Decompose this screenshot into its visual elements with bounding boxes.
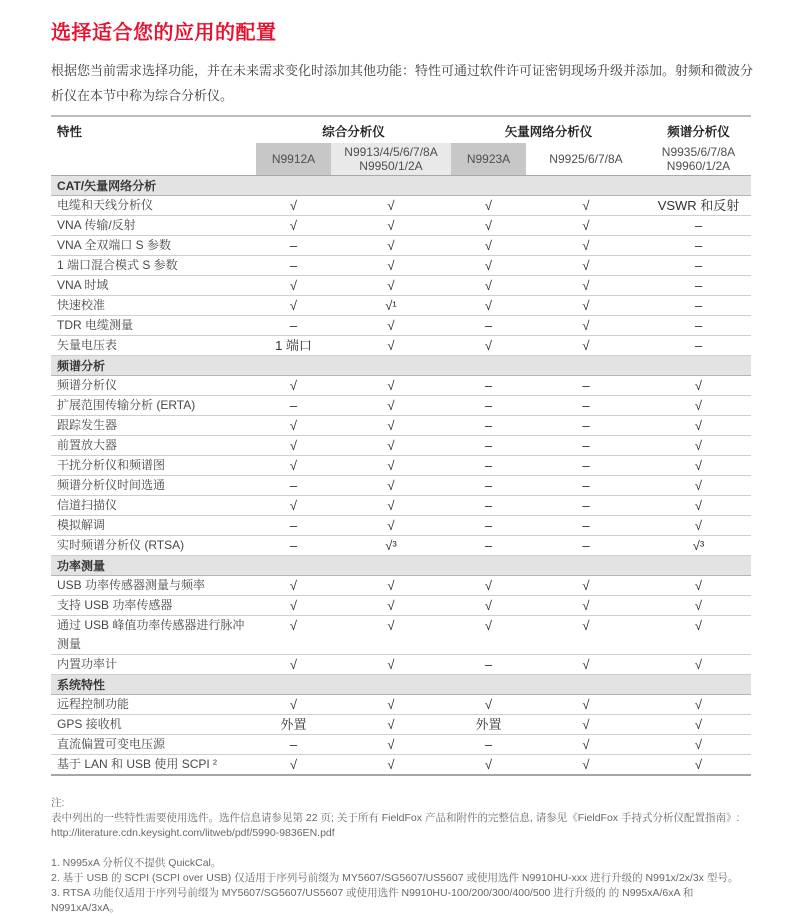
value-cell: √: [289, 618, 298, 633]
model-header-n9935-n9960: [646, 143, 751, 175]
model-header-n9913-n9950: [331, 143, 451, 175]
value-cell: √: [694, 398, 703, 413]
value-cell: √: [582, 598, 590, 613]
feature-label: VNA 全双端口 S 参数: [57, 238, 172, 252]
table-header: [51, 117, 751, 176]
feature-label: USB 功率传感器测量与频率: [57, 578, 206, 592]
value-cell: √: [484, 697, 493, 712]
value-cell: √: [694, 717, 703, 732]
value-cell: √: [387, 717, 395, 732]
value-cell: √: [582, 318, 590, 333]
value-cell: –: [484, 418, 493, 433]
value-cell: √: [582, 238, 590, 253]
value-cell: √: [387, 618, 395, 633]
feature-label: 电缆和天线分析仪: [57, 198, 154, 212]
value-cell: VSWR 和反射: [657, 198, 740, 213]
notes-block: [51, 796, 751, 841]
value-cell: –: [694, 298, 703, 313]
column-group-spectrum-analyzer: 频谱分析仪: [667, 125, 730, 139]
table-row: [51, 336, 751, 356]
value-cell: √¹: [385, 298, 397, 313]
feature-label: 频谱分析仪时间选通: [57, 478, 166, 492]
value-cell: √: [582, 298, 590, 313]
value-cell: –: [582, 438, 590, 453]
table-row: [51, 735, 751, 755]
column-header-feature: 特性: [57, 125, 83, 139]
footnote-1: 1. N995xA 分析仪不提供 QuickCal。: [51, 857, 222, 869]
feature-label: 远程控制功能: [57, 697, 130, 711]
value-cell: –: [582, 458, 590, 473]
value-cell: √: [289, 278, 298, 293]
model-header-n9925: [526, 143, 646, 175]
value-cell: √: [387, 478, 395, 493]
value-cell: √: [694, 498, 703, 513]
value-cell: √: [484, 238, 493, 253]
column-group-vector-network-analyzer: 矢量网络分析仪: [504, 125, 593, 139]
value-cell: –: [694, 258, 703, 273]
value-cell: √: [289, 218, 298, 233]
value-cell: √: [582, 657, 590, 672]
value-cell: √: [694, 458, 703, 473]
notes-line: 表中列出的一些特性需要使用选件。选件信息请参见第 22 页; 关于所有 FieldFox 产品和附件的完整信息, 请参见《FieldFox 手持式分析仪配置指南》:: [51, 812, 740, 824]
section-header: 频谱分析: [51, 356, 751, 376]
feature-label: 频谱分析仪: [57, 378, 118, 392]
value-cell: √: [289, 578, 298, 593]
feature-label: 基于 LAN 和 USB 使用 SCPI ²: [57, 757, 218, 771]
table-row: [51, 456, 751, 476]
feature-label: 快速校准: [57, 298, 106, 312]
feature-label: GPS 接收机: [57, 717, 122, 731]
value-cell: –: [484, 438, 493, 453]
model-label: N9960/1/2A: [666, 159, 731, 173]
model-header-n9923a: [451, 143, 526, 175]
value-cell: –: [582, 418, 590, 433]
value-cell: √: [387, 278, 395, 293]
value-cell: √: [387, 218, 395, 233]
value-cell: –: [484, 657, 493, 672]
feature-label: 跟踪发生器: [57, 418, 118, 432]
value-cell: –: [694, 318, 703, 333]
value-cell: √: [387, 398, 395, 413]
feature-label: 扩展范围传输分析 (ERTA): [57, 398, 196, 412]
page-title: 选择适合您的应用的配置: [51, 22, 277, 44]
feature-label: 矢量电压表: [57, 338, 118, 352]
value-cell: √: [694, 378, 703, 393]
value-cell: √: [484, 578, 493, 593]
value-cell: –: [582, 378, 590, 393]
value-cell: √: [387, 378, 395, 393]
group-header-row: [51, 117, 751, 140]
value-cell: √³: [385, 538, 397, 553]
value-cell: –: [582, 538, 590, 553]
value-cell: √: [387, 757, 395, 772]
feature-label: VNA 传输/反射: [57, 218, 136, 232]
value-cell: √: [289, 418, 298, 433]
value-cell: √: [582, 198, 590, 213]
value-cell: √: [694, 478, 703, 493]
value-cell: √: [582, 757, 590, 772]
value-cell: √: [582, 578, 590, 593]
table-row: [51, 695, 751, 715]
section-header: 功率测量: [51, 556, 751, 576]
value-cell: √: [387, 657, 395, 672]
model-header-n9912a: [256, 143, 331, 175]
value-cell: –: [289, 737, 298, 752]
feature-label: 通过 USB 峰值功率传感器进行脉冲测量: [57, 618, 245, 651]
value-cell: √: [289, 198, 298, 213]
value-cell: √: [582, 697, 590, 712]
value-cell: √: [387, 318, 395, 333]
value-cell: √: [289, 298, 298, 313]
feature-label: VNA 时域: [57, 278, 109, 292]
value-cell: √: [387, 737, 395, 752]
value-cell: √: [387, 518, 395, 533]
model-label: N9912A: [271, 152, 316, 166]
table-row: [51, 715, 751, 735]
table-row: [51, 316, 751, 336]
table-row: [51, 655, 751, 675]
value-cell: √: [289, 458, 298, 473]
value-cell: √: [694, 657, 703, 672]
model-label: N9950/1/2A: [359, 159, 423, 173]
feature-label: 1 端口混合模式 S 参数: [57, 258, 178, 272]
value-cell: √: [289, 697, 298, 712]
value-cell: √: [582, 218, 590, 233]
value-cell: √: [694, 598, 703, 613]
table-row: [51, 416, 751, 436]
value-cell: √: [387, 438, 395, 453]
value-cell: √: [694, 757, 703, 772]
feature-label: 实时频谱分析仪 (RTSA): [57, 538, 185, 552]
footnotes-block: [51, 856, 751, 916]
table-row: [51, 276, 751, 296]
value-cell: √: [387, 418, 395, 433]
value-cell: 1 端口: [275, 338, 312, 353]
value-cell: √: [289, 498, 298, 513]
value-cell: √: [484, 278, 493, 293]
value-cell: √: [387, 458, 395, 473]
notes-url-link[interactable]: http://literature.cdn.keysight.com/litweb/pdf/5990-9836EN.pdf: [51, 827, 335, 839]
value-cell: √: [387, 697, 395, 712]
value-cell: √: [694, 578, 703, 593]
table-row: [51, 296, 751, 316]
value-cell: 外置: [280, 717, 307, 732]
feature-label: 干扰分析仪和频谱图: [57, 458, 166, 472]
value-cell: –: [289, 238, 298, 253]
value-cell: –: [289, 478, 298, 493]
value-cell: √: [484, 618, 493, 633]
table-row: [51, 256, 751, 276]
table-row: [51, 616, 751, 655]
table-row: [51, 476, 751, 496]
section-header: 系统特性: [51, 675, 751, 695]
value-cell: √: [387, 238, 395, 253]
value-cell: √: [289, 598, 298, 613]
value-cell: √: [387, 198, 395, 213]
value-cell: –: [484, 378, 493, 393]
value-cell: –: [582, 498, 590, 513]
value-cell: –: [694, 218, 703, 233]
value-cell: √: [582, 338, 590, 353]
model-label: N9935/6/7/8A: [661, 145, 736, 159]
table-row: [51, 436, 751, 456]
value-cell: √: [387, 578, 395, 593]
value-cell: 外置: [475, 717, 502, 732]
table-row: [51, 516, 751, 536]
table-row: [51, 536, 751, 556]
value-cell: √: [694, 438, 703, 453]
value-cell: √³: [692, 538, 705, 553]
value-cell: –: [484, 478, 493, 493]
value-cell: √: [289, 438, 298, 453]
value-cell: –: [484, 458, 493, 473]
notes-label: 注:: [51, 797, 65, 809]
value-cell: √: [694, 697, 703, 712]
value-cell: √: [484, 298, 493, 313]
value-cell: √: [387, 258, 395, 273]
model-label: N9913/4/5/6/7/8A: [344, 145, 438, 159]
value-cell: –: [582, 398, 590, 413]
value-cell: –: [289, 258, 298, 273]
model-header-spacer: [51, 143, 256, 175]
value-cell: –: [582, 518, 590, 533]
value-cell: √: [582, 278, 590, 293]
value-cell: –: [289, 318, 298, 333]
value-cell: –: [694, 238, 703, 253]
value-cell: –: [694, 278, 703, 293]
value-cell: √: [582, 258, 590, 273]
value-cell: √: [484, 338, 493, 353]
value-cell: √: [484, 598, 493, 613]
value-cell: √: [484, 258, 493, 273]
table-row: [51, 496, 751, 516]
value-cell: –: [484, 538, 493, 553]
table-row: [51, 236, 751, 256]
value-cell: –: [484, 518, 493, 533]
model-header-row: [51, 143, 751, 176]
value-cell: √: [694, 737, 703, 752]
value-cell: –: [582, 478, 590, 493]
value-cell: √: [387, 338, 395, 353]
table-row: [51, 576, 751, 596]
value-cell: √: [289, 378, 298, 393]
value-cell: √: [582, 737, 590, 752]
value-cell: √: [694, 618, 703, 633]
value-cell: –: [484, 398, 493, 413]
feature-label: 直流偏置可变电压源: [57, 737, 166, 751]
value-cell: √: [484, 218, 493, 233]
feature-label: 内置功率计: [57, 657, 118, 671]
value-cell: √: [387, 498, 395, 513]
value-cell: –: [484, 318, 493, 333]
feature-label: 支持 USB 功率传感器: [57, 598, 173, 612]
section-header: CAT/矢量网络分析: [51, 176, 751, 196]
value-cell: √: [582, 717, 590, 732]
table-body: [51, 176, 751, 776]
value-cell: –: [289, 518, 298, 533]
value-cell: –: [694, 338, 703, 353]
table-row: [51, 755, 751, 776]
table-row: [51, 216, 751, 236]
table-row: [51, 396, 751, 416]
table-row: [51, 376, 751, 396]
value-cell: –: [484, 498, 493, 513]
table-row: [51, 196, 751, 216]
footnote-2: 2. 基于 USB 的 SCPI (SCPI over USB) 仅适用于序列号前缀为 MY5607/SG5607/US5607 或使用选件 N9910HU-xxx 进行升级的 N991x/2x/3x 型号。: [51, 872, 739, 884]
feature-comparison-table: [51, 115, 751, 776]
value-cell: √: [289, 757, 298, 772]
value-cell: √: [694, 418, 703, 433]
feature-label: 模拟解调: [57, 518, 106, 532]
feature-label: 前置放大器: [57, 438, 118, 452]
value-cell: –: [289, 538, 298, 553]
footnote-3: 3. RTSA 功能仅适用于序列号前缀为 MY5607/SG5607/US5607 或使用选件 N9910HU-100/200/300/400/500 进行升级的 的 N995xA/6xA 和 N991xA/3xA。: [51, 887, 694, 914]
value-cell: √: [387, 598, 395, 613]
value-cell: √: [289, 657, 298, 672]
value-cell: –: [484, 737, 493, 752]
table-row: [51, 596, 751, 616]
feature-label: TDR 电缆测量: [57, 318, 133, 332]
column-group-combination-analyzer: 综合分析仪: [322, 125, 385, 139]
feature-label: 信道扫描仪: [57, 498, 118, 512]
value-cell: –: [289, 398, 298, 413]
model-label: N9923A: [466, 152, 511, 166]
intro-paragraph: 根据您当前需求选择功能，并在未来需求变化时添加其他功能：特性可通过软件许可证密钥现场升级并添加。射频和微波分析仪在本节中称为综合分析仪。: [51, 63, 754, 103]
value-cell: √: [582, 618, 590, 633]
value-cell: √: [484, 757, 493, 772]
value-cell: √: [694, 518, 703, 533]
value-cell: √: [484, 198, 493, 213]
model-label: N9925/6/7/8A: [549, 152, 623, 166]
